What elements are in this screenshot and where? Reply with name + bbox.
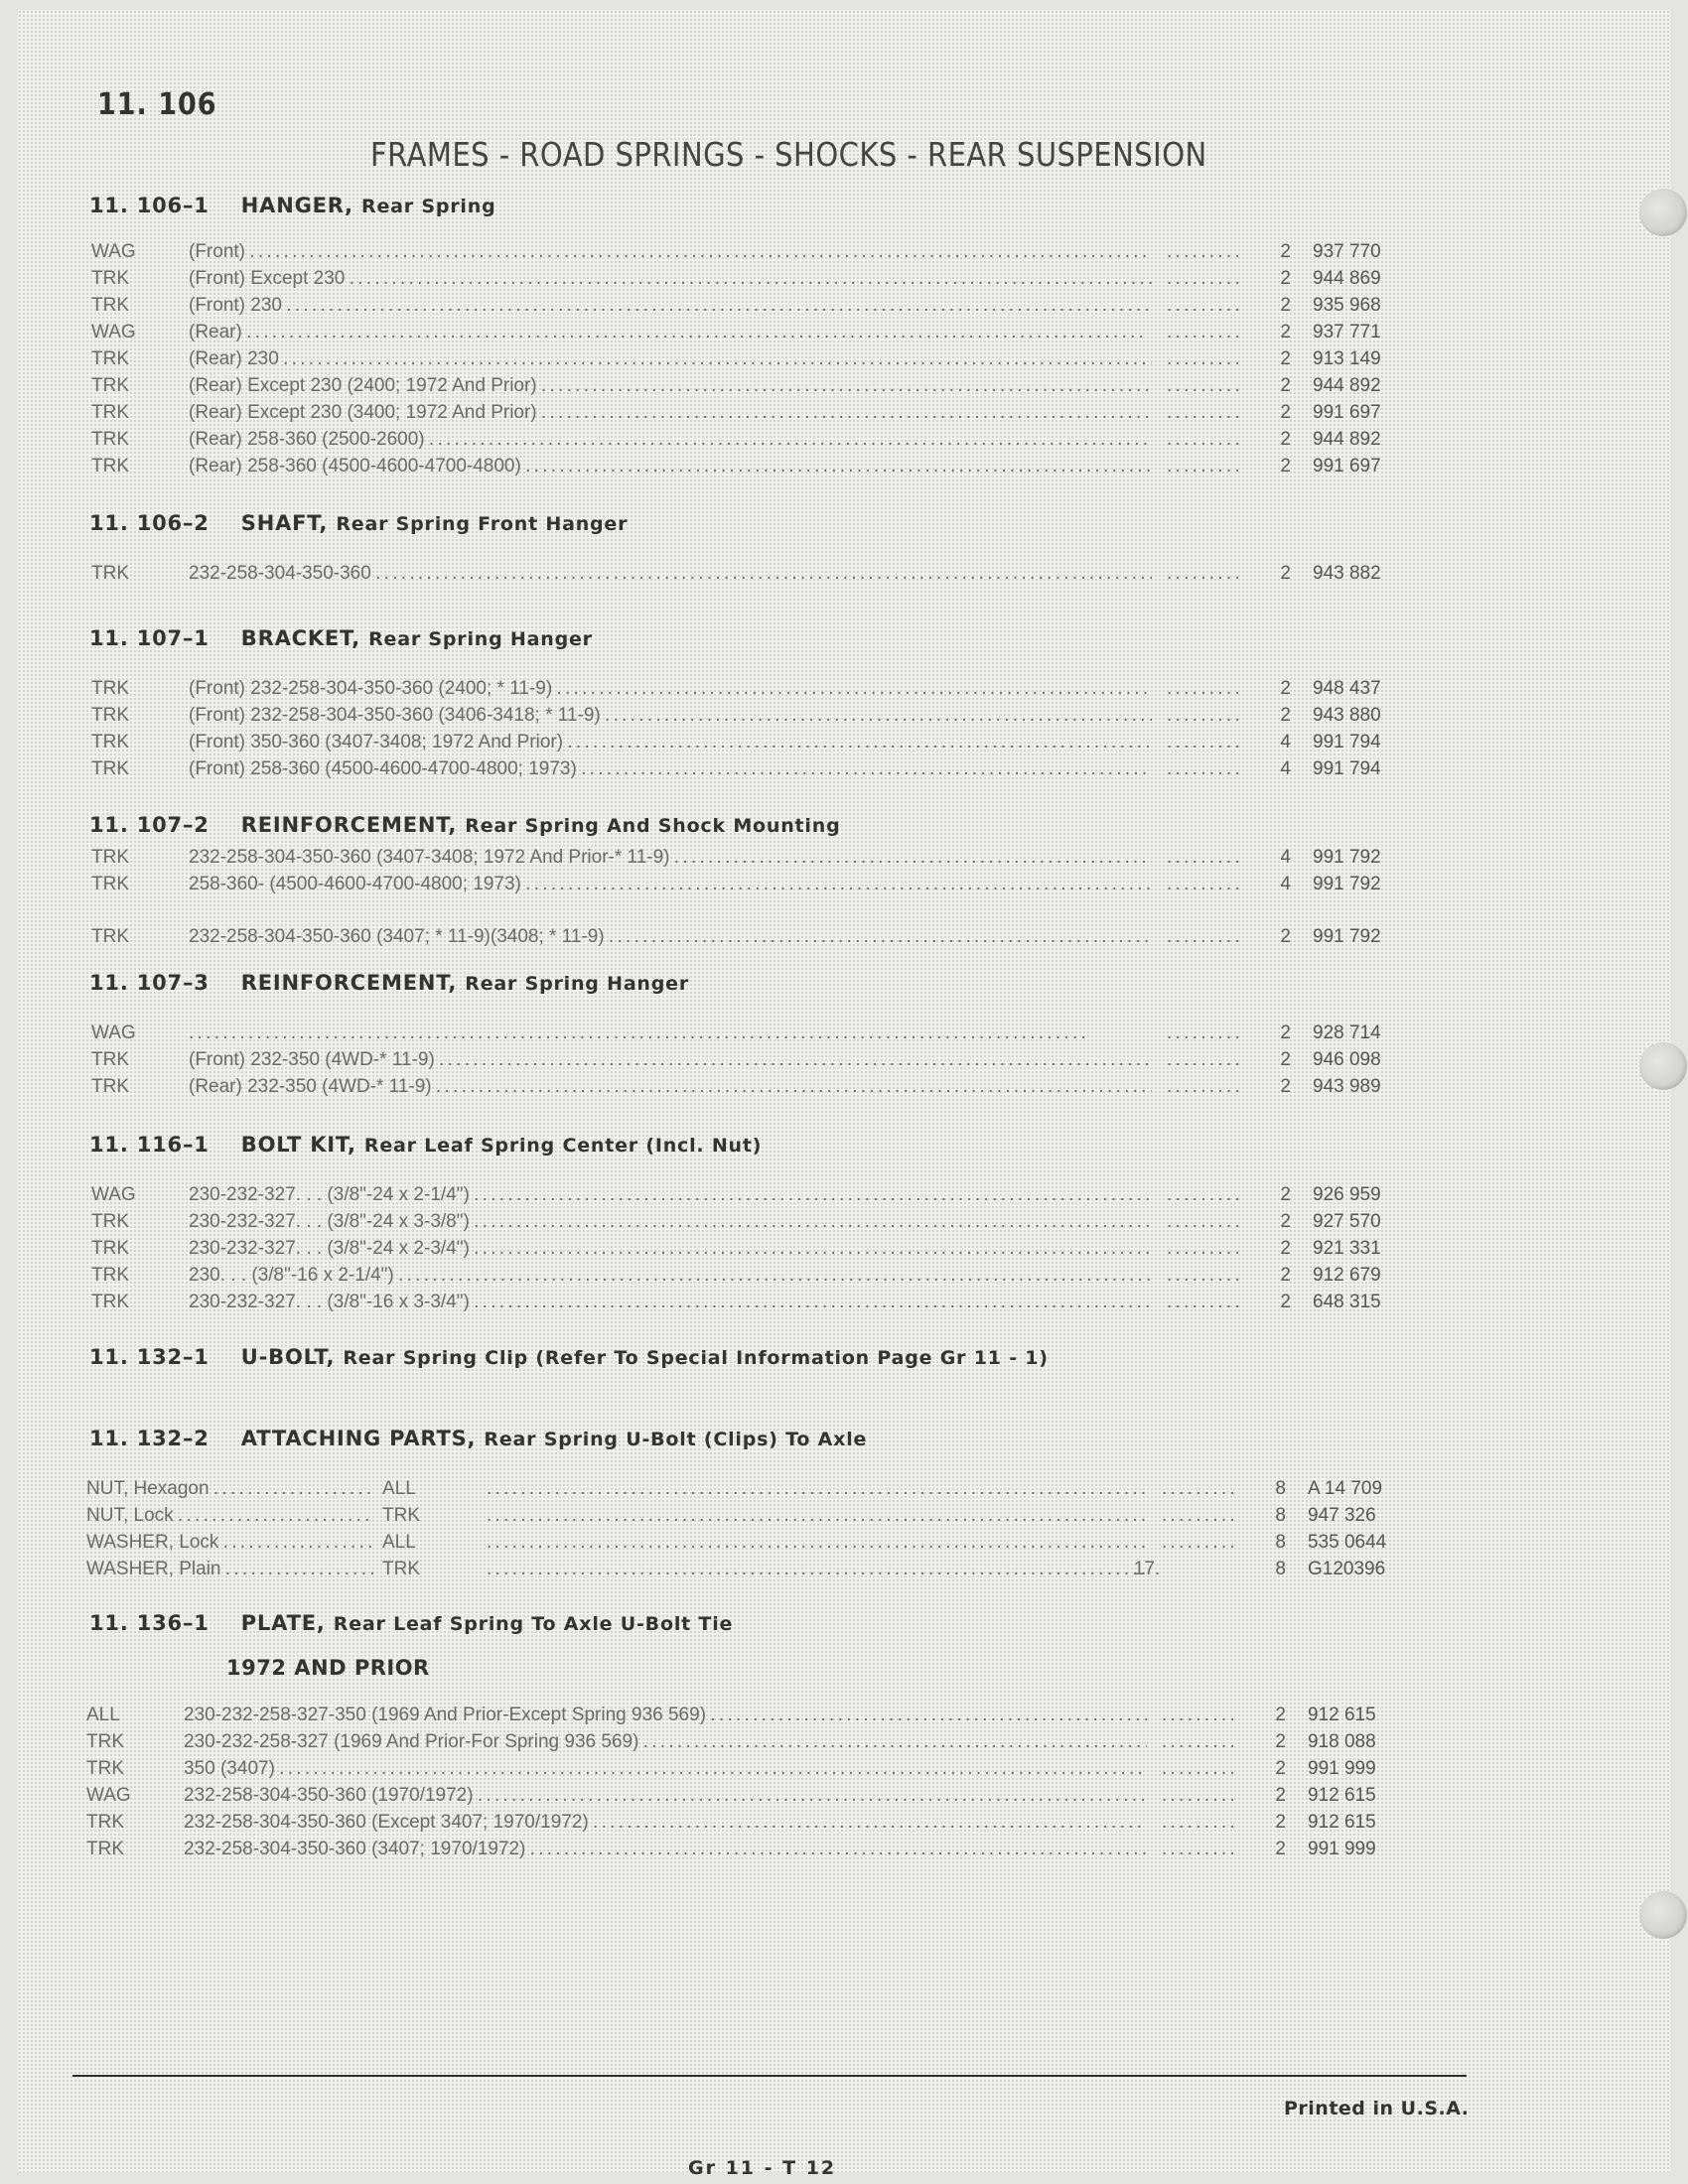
quantity: 2 [1275,1705,1286,1725]
table-row [89,292,1410,319]
model-code: TRK [91,402,129,423]
section-number: 11. 132–2 [89,1427,210,1450]
section-11-116-1 [89,1130,1410,1315]
quantity: 2 [1275,1812,1286,1833]
quantity: 2 [1280,1049,1291,1070]
quantity: 2 [1280,402,1291,423]
quantity: 4 [1280,758,1291,779]
section-heading [89,968,1410,998]
binder-hole [1639,189,1687,236]
binder-hole [1639,1042,1687,1090]
model-code: TRK [91,1211,129,1232]
quantity: 2 [1280,1238,1291,1259]
section-heading [89,1424,1410,1453]
part-number: 991 697 [1313,402,1381,423]
table-row [89,453,1410,479]
table-row [89,1262,1410,1289]
section-11-107-1 [89,623,1410,782]
section-title: HANGER, [240,194,353,217]
part-description: (Rear) . . . [189,319,1152,345]
model-code: TRK [86,1758,124,1779]
leader-dots [487,1556,1147,1582]
section-heading [89,191,1410,220]
binder-hole [1639,1891,1687,1939]
parts-list [89,238,1410,479]
table-row [89,702,1410,729]
table-row [89,844,1410,871]
table-row [89,238,1410,265]
model-code: ALL [86,1705,120,1725]
model-code: TRK [91,429,129,450]
quantity: 2 [1280,268,1291,289]
part-description: 230-232-327. . . (3/8"-24 x 2-3/4") . . . [189,1235,1152,1262]
part-number: 912 679 [1313,1265,1381,1286]
model-code: TRK [91,456,129,477]
part-number: 947 326 [1308,1505,1376,1526]
leader-dots: . . . . . . . . . [1167,847,1239,868]
section-11-132-1 [89,1342,1410,1372]
leader-dots: . . . . . . . . . [1167,874,1239,894]
section-title: PLATE, [240,1611,326,1635]
document-page [18,10,1670,2179]
leader-dots: . . . . . . . . . [1167,1265,1239,1286]
table-row [89,399,1410,426]
quantity: 2 [1280,705,1291,726]
part-name: NUT, Hexagon . . . [86,1475,374,1502]
part-number: G120396 [1308,1559,1386,1579]
attaching-parts-list [84,1475,1410,1582]
section-title: U-BOLT, [240,1345,336,1369]
leader-dots: . . . . . . . . . [1162,1532,1234,1553]
leader-dots: . . . . . . . . . [1167,1292,1239,1312]
part-number: 918 088 [1308,1731,1376,1752]
section-title: REINFORCEMENT, [240,971,458,995]
part-description: (Rear) 230 . . . [189,345,1152,372]
part-description: 232-258-304-350-360 (Except 3407; 1970/1972) . . . [184,1809,1147,1836]
table-row [84,1755,1410,1782]
part-number: 937 770 [1313,241,1381,262]
part-number: 944 892 [1313,375,1381,396]
quantity: 2 [1280,322,1291,342]
page-number: 11. 106 [97,87,217,122]
leader-dots: . . . . . . . . . [1167,1211,1239,1232]
part-number: 921 331 [1313,1238,1381,1259]
table-row [89,923,1410,950]
part-number: 943 989 [1313,1076,1381,1097]
table-row [84,1728,1410,1755]
part-description: (Front) 232-350 (4WD-* 11-9) . . . [189,1046,1152,1073]
parts-list [84,1702,1410,1862]
leader-dots: . . . . . . . . . [1167,322,1239,342]
model-code: TRK [91,563,129,584]
quantity: 2 [1280,926,1291,947]
part-description: (Front) Except 230 . . . [189,265,1152,292]
row-spacer [89,897,1410,923]
section-11-106-2 [89,508,1410,587]
section-heading [89,1608,1410,1638]
model-code: TRK [91,295,129,316]
part-description: (Front) 230 . . . [189,292,1152,319]
part-number: 943 882 [1313,563,1381,584]
table-row [89,426,1410,453]
leader-dots: . . . . . . . . . [1167,926,1239,947]
leader-dots: . . . . . . . . . [1167,758,1239,779]
section-subtitle: Rear Spring Front Hanger [336,513,629,535]
part-name: NUT, Lock . . . [86,1502,374,1529]
parts-list [89,1020,1410,1100]
leader-dots: . . . . . . . . . [1162,1758,1234,1779]
model-code: TRK [91,874,129,894]
quantity: 2 [1280,241,1291,262]
section-subtitle: Rear Leaf Spring To Axle U-Bolt Tie [333,1613,734,1635]
part-description: 232-258-304-350-360 (3407; * 11-9)(3408; * 11-9) . . . [189,923,1152,950]
quantity: 2 [1280,348,1291,369]
leader-dots: . . . . . . . . . [1162,1839,1234,1859]
model-code: TRK [86,1731,124,1752]
part-description: (Front) 350-360 (3407-3408; 1972 And Prior) . . . [189,729,1152,755]
parts-list [89,1181,1410,1315]
section-number: 11. 107–1 [89,626,210,650]
section-heading [89,508,1410,538]
part-number: 991 794 [1313,732,1381,752]
part-number: 991 999 [1308,1758,1376,1779]
model-code: TRK [91,705,129,726]
model-code: TRK [91,678,129,699]
leader-dots: . . . . . . . . . [1167,1076,1239,1097]
table-row [84,1556,1410,1582]
part-number: 991 792 [1313,847,1381,868]
part-description: 232-258-304-350-360 . . . [189,560,1152,587]
quantity: 2 [1280,1211,1291,1232]
leader-dots: . . . . . . . . . [1162,1731,1234,1752]
section-11-106-1 [89,191,1410,479]
table-row [89,560,1410,587]
leader-dots: . . . . . . . . . [1167,375,1239,396]
leader-dots: . . . . . . . . . [1167,1023,1239,1043]
quantity: 2 [1280,678,1291,699]
table-row [89,871,1410,897]
leader-dots: . . . . . . . . . [1167,732,1239,752]
section-11-136-1 [86,1608,1410,1862]
leader-dots: . . . . . . . . . [1167,429,1239,450]
part-number: 991 999 [1308,1839,1376,1859]
part-number: 991 697 [1313,456,1381,477]
part-number: 912 615 [1308,1812,1376,1833]
leader-dots: . . . . . . . . . [1167,1238,1239,1259]
model-code: WAG [86,1785,131,1806]
table-row [89,265,1410,292]
quantity: 2 [1275,1785,1286,1806]
quantity: 2 [1280,1076,1291,1097]
section-heading [89,810,1410,840]
quantity: 2 [1280,563,1291,584]
quantity: 8 [1275,1532,1286,1553]
quantity: 4 [1280,847,1291,868]
section-number: 11. 136–1 [89,1611,210,1635]
section-subtitle: Rear Spring Clip (Refer To Special Information Page Gr 11 - 1) [343,1347,1049,1369]
page-title: FRAMES - ROAD SPRINGS - SHOCKS - REAR SUSPENSION [370,135,1207,174]
table-row [89,1046,1410,1073]
leader-dots: . . . . . . . . . [1167,348,1239,369]
section-11-132-2 [86,1424,1410,1582]
table-row [89,1181,1410,1208]
table-row [84,1475,1410,1502]
part-description: 230-232-327. . . (3/8"-24 x 3-3/8") . . . [189,1208,1152,1235]
model-code: TRK [91,1076,129,1097]
model-code: TRK [91,732,129,752]
leader-dots [487,1529,1147,1556]
part-description: 232-258-304-350-360 (3407; 1970/1972) . . . [184,1836,1147,1862]
table-row [84,1502,1410,1529]
leader-dots: . . . . . . . . . [1167,563,1239,584]
model-code: TRK [91,1049,129,1070]
part-description: 258-360- (4500-4600-4700-4800; 1973) . . . [189,871,1152,897]
part-number: 944 892 [1313,429,1381,450]
part-description: 230-232-327. . . (3/8"-16 x 3-3/4") . . . [189,1289,1152,1315]
quantity: 8 [1275,1505,1286,1526]
model-code: TRK [382,1559,420,1579]
leader-dots: . . . . . . . . . [1167,268,1239,289]
section-11-107-2 [89,810,1410,950]
table-row [84,1782,1410,1809]
part-number: 648 315 [1313,1292,1381,1312]
quantity: 2 [1275,1758,1286,1779]
part-description: (Rear) Except 230 (2400; 1972 And Prior) . . . [189,372,1152,399]
section-title: REINFORCEMENT, [240,813,458,837]
part-number: 991 792 [1313,926,1381,947]
leader-dots [487,1475,1147,1502]
section-title: SHAFT, [240,511,329,535]
quantity: 8 [1275,1478,1286,1499]
section-heading [89,1130,1410,1160]
leader-dots: . . . . . . . . . [1162,1505,1234,1526]
model-code: TRK [91,847,129,868]
part-description: (Front) 258-360 (4500-4600-4700-4800; 1973) . . . [189,755,1152,782]
table-row [89,1073,1410,1100]
table-row [84,1809,1410,1836]
section-number: 11. 107–2 [89,813,210,837]
table-row [89,1020,1410,1046]
model-code: ALL [382,1532,416,1553]
part-description: (Rear) Except 230 (3400; 1972 And Prior) . . . [189,399,1152,426]
leader-dots: . . . . . . . . . [1167,456,1239,477]
section-number: 11. 116–1 [89,1133,210,1157]
parts-list [89,560,1410,587]
part-number: 912 615 [1308,1705,1376,1725]
quantity: 2 [1275,1731,1286,1752]
part-number: 928 714 [1313,1023,1381,1043]
part-description: (Front) . . . [189,238,1152,265]
section-title: BRACKET, [240,626,360,650]
part-description: 230-232-327. . . (3/8"-24 x 2-1/4") . . . [189,1181,1152,1208]
section-title: ATTACHING PARTS, [240,1427,477,1450]
part-number: 944 869 [1313,268,1381,289]
quantity: 2 [1280,1265,1291,1286]
printed-in-usa: Printed in U.S.A. [1284,2098,1470,2119]
section-heading [89,623,1410,653]
leader-dots: . . . . . . . . . [1162,1812,1234,1833]
part-description: (Front) 232-258-304-350-360 (2400; * 11-9) . . . [189,675,1152,702]
table-row [89,675,1410,702]
table-row [89,1289,1410,1315]
part-number: 946 098 [1313,1049,1381,1070]
table-row [89,372,1410,399]
model-code: TRK [91,1292,129,1312]
quantity: 2 [1280,295,1291,316]
group-page-id: Gr 11 - T 12 [688,2157,837,2179]
part-number: 913 149 [1313,348,1381,369]
leader-dots: . . . . . . . . . [1162,1705,1234,1725]
part-number: 943 880 [1313,705,1381,726]
part-description: (Front) 232-258-304-350-360 (3406-3418; * 11-9) . . . [189,702,1152,729]
part-description: 230. . . (3/8"-16 x 2-1/4") . . . [189,1262,1152,1289]
section-number: 11. 106–2 [89,511,210,535]
leader-dots: . . . . . . . . . [1167,402,1239,423]
part-description: 232-258-304-350-360 (3407-3408; 1972 And Prior-* 11-9) . . . [189,844,1152,871]
quantity: 2 [1275,1839,1286,1859]
year-subheading: 1972 AND PRIOR [226,1656,430,1680]
table-row [89,755,1410,782]
part-description: (Rear) 258-360 (4500-4600-4700-4800) . . . [189,453,1152,479]
model-code: TRK [91,1265,129,1286]
part-number: A 14 709 [1308,1478,1383,1499]
table-row [89,1235,1410,1262]
part-description: (Rear) 232-350 (4WD-* 11-9) . . . [189,1073,1152,1100]
model-code: TRK [86,1812,124,1833]
quantity: 2 [1280,429,1291,450]
model-code: TRK [91,268,129,289]
model-code: ALL [382,1478,416,1499]
quantity: 2 [1280,375,1291,396]
part-number: 535 0644 [1308,1532,1387,1553]
model-code: TRK [91,348,129,369]
model-code: TRK [91,926,129,947]
model-code: WAG [91,322,136,342]
part-description: 350 (3407) . . . [184,1755,1147,1782]
section-heading [89,1342,1410,1372]
part-number: 937 771 [1313,322,1381,342]
part-name: WASHER, Plain . . . [86,1556,374,1582]
model-code: TRK [91,758,129,779]
part-number: 991 792 [1313,874,1381,894]
section-subtitle: Rear Spring And Shock Mounting [465,815,841,837]
quantity: 2 [1280,1184,1291,1205]
part-number: 927 570 [1313,1211,1381,1232]
leader-dots [487,1502,1147,1529]
model-code: WAG [91,241,136,262]
quantity: 4 [1280,732,1291,752]
table-row [89,345,1410,372]
quantity: 2 [1280,456,1291,477]
table-row [84,1529,1410,1556]
leader-dots: . . . . . . . . . [1167,1049,1239,1070]
reference-number: 17. [1133,1559,1161,1579]
model-code: TRK [86,1839,124,1859]
quantity: 4 [1280,874,1291,894]
part-description: 230-232-258-327 (1969 And Prior-For Spring 936 569) . . . [184,1728,1147,1755]
table-row [89,729,1410,755]
section-subtitle: Rear Spring U-Bolt (Clips) To Axle [484,1429,868,1450]
model-code: TRK [382,1505,420,1526]
leader-dots: . . . . . . . . . [1167,705,1239,726]
section-number: 11. 106–1 [89,194,210,217]
part-description [189,1020,1152,1046]
model-code: WAG [91,1184,136,1205]
part-name: WASHER, Lock . . . [86,1529,374,1556]
table-row [84,1702,1410,1728]
part-number: 948 437 [1313,678,1381,699]
footer-rule [72,2075,1467,2077]
part-number: 991 794 [1313,758,1381,779]
leader-dots: . . . . . . . . . [1162,1478,1234,1499]
parts-list [89,675,1410,782]
section-number: 11. 107–3 [89,971,210,995]
leader-dots: . . . . . . . . . [1162,1785,1234,1806]
section-subtitle: Rear Spring [361,196,496,217]
parts-list [89,844,1410,950]
part-description: (Rear) 258-360 (2500-2600) . . . [189,426,1152,453]
model-code: TRK [91,375,129,396]
section-11-107-3 [89,968,1410,1100]
section-title: BOLT KIT, [240,1133,356,1157]
table-row [84,1836,1410,1862]
model-code: WAG [91,1023,136,1043]
quantity: 2 [1280,1292,1291,1312]
section-number: 11. 132–1 [89,1345,210,1369]
model-code: TRK [91,1238,129,1259]
quantity: 2 [1280,1023,1291,1043]
part-number: 926 959 [1313,1184,1381,1205]
part-description: 230-232-258-327-350 (1969 And Prior-Except Spring 936 569) . . . [184,1702,1147,1728]
leader-dots: . . . . . . . . . [1167,241,1239,262]
part-number: 935 968 [1313,295,1381,316]
section-subtitle: Rear Leaf Spring Center (Incl. Nut) [363,1135,763,1157]
part-number: 912 615 [1308,1785,1376,1806]
leader-dots: . . . . . . . . . [1167,295,1239,316]
table-row [89,319,1410,345]
leader-dots: . . . . . . . . . [1167,1184,1239,1205]
leader-dots: . . . . . . . . . [1167,678,1239,699]
quantity: 8 [1275,1559,1286,1579]
table-row [89,1208,1410,1235]
section-subtitle: Rear Spring Hanger [368,628,593,650]
section-subtitle: Rear Spring Hanger [465,973,690,995]
part-description: 232-258-304-350-360 (1970/1972) . . . [184,1782,1147,1809]
